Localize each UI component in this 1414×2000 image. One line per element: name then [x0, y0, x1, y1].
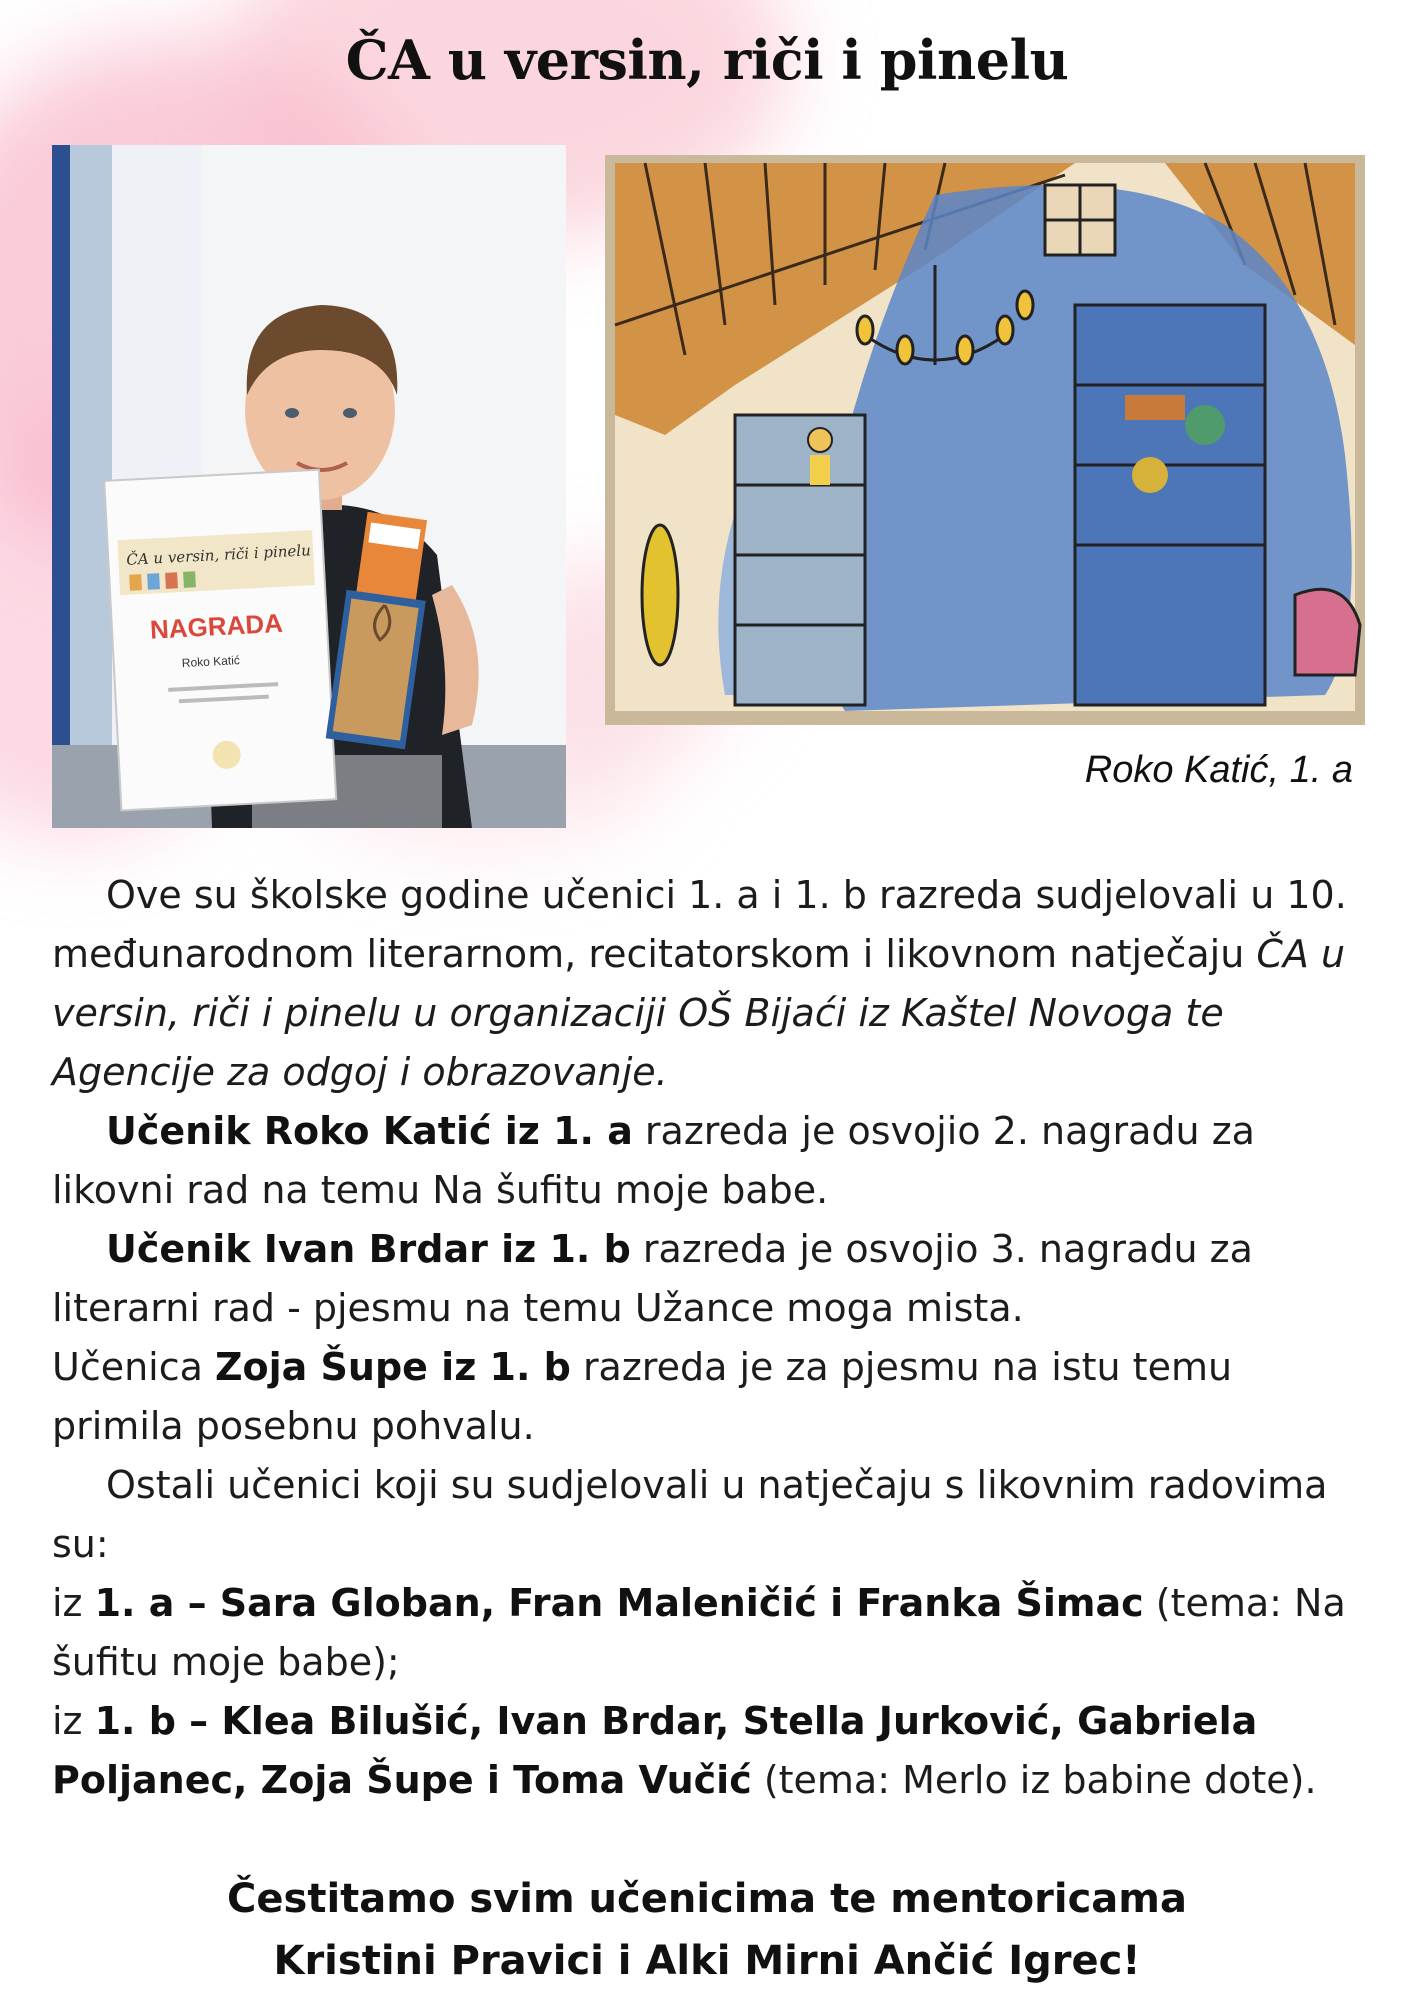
competition-name: ČA u versin, riči i pinelu u organizaciji OŠ Bijaći iz Kaštel Novoga te Agencije za odgoj i obrazovanje. — [52, 932, 1346, 1094]
certificate-student-name: Roko Katić — [181, 653, 241, 671]
participants-list-item: iz 1. a – Sara Globan, Fran Maleničić i Franka Šimac (tema: Na šufitu moje babe); — [52, 1581, 1346, 1684]
painting-caption: Roko Katić, 1. a — [1084, 749, 1353, 791]
congratulations-message — [0, 1868, 1414, 1992]
article-body — [52, 866, 1372, 1810]
student-photo-image — [52, 145, 566, 828]
award-winning-painting — [605, 155, 1365, 725]
paragraph-intro: Ove su školske godine učenici 1. a i 1. b razreda sudjelovali u 10. međunarodnom literarnom, recitatorskom i likovnom natječaju ČA u versin, riči i pinelu u organizaciji OŠ Bijaći iz Kaštel Novoga te Agencije za odgoj i obrazovanje. — [52, 873, 1347, 1094]
painting-image — [605, 155, 1365, 725]
participants-list-item: iz 1. b – Klea Bilušić, Ivan Brdar, Stella Jurković, Gabriela Poljanec, Zoja Šupe i Toma Vučić (tema: Merlo iz babine dote). — [52, 1699, 1317, 1802]
page-title: ČA u versin, riči i pinelu — [345, 28, 1069, 92]
congratulations-line-1: Čestitamo svim učenicima te mentoricama — [227, 1876, 1187, 1922]
student-photo — [52, 145, 566, 828]
paragraph-zoja-praise: Učenica Zoja Šupe iz 1. b razreda je za pjesmu na istu temu primila posebnu pohvalu. — [52, 1345, 1233, 1448]
certificate-award-label: NAGRADA — [149, 607, 284, 645]
paragraph-roko-award: Učenik Roko Katić iz 1. a razreda je osvojio 2. nagradu za likovni rad na temu Na šufitu moje babe. — [52, 1109, 1255, 1212]
paragraph-ivan-award: Učenik Ivan Brdar iz 1. b razreda je osvojio 3. nagradu za literarni rad - pjesmu na temu Užance moga mista. — [52, 1227, 1253, 1330]
congratulations-line-2: Kristini Pravici i Alki Mirni Ančić Igrec! — [273, 1938, 1141, 1984]
paragraph-other-participants: Ostali učenici koji su sudjelovali u natječaju s likovnim radovima su: — [52, 1463, 1328, 1566]
certificate-title: ČA u versin, riči i pinelu — [125, 541, 312, 569]
